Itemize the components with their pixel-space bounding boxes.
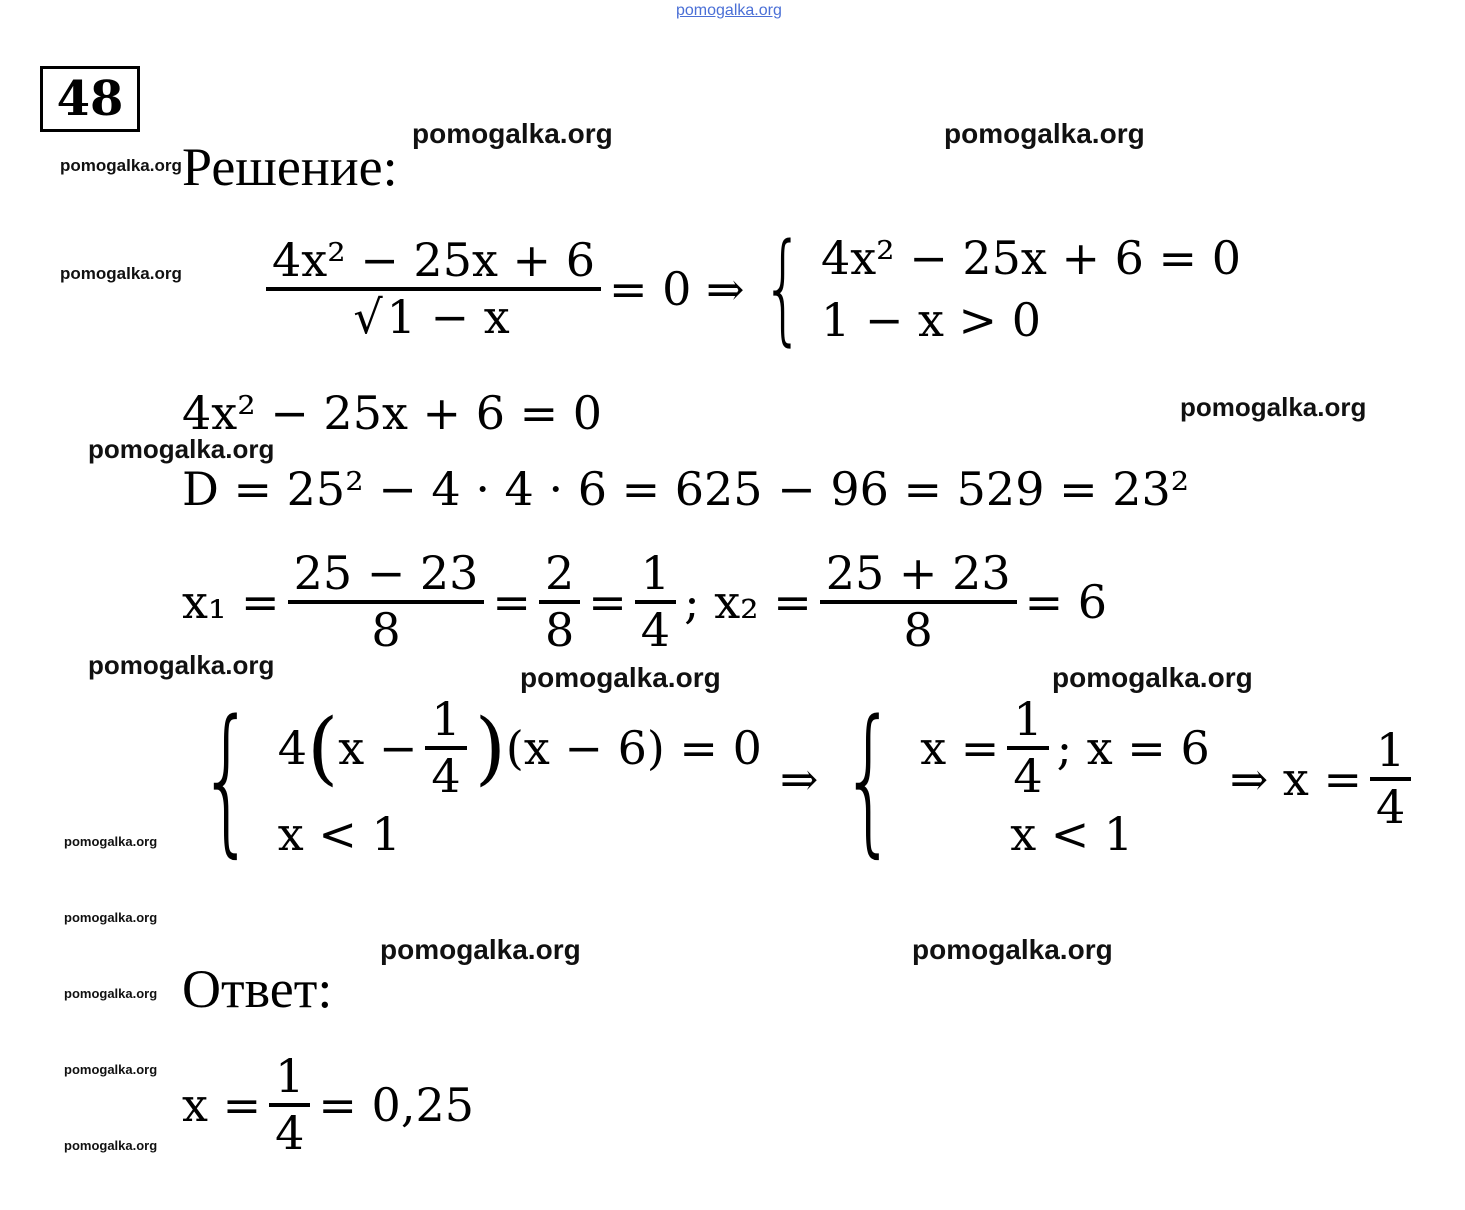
fraction xyxy=(635,547,676,657)
x1-label: x₁ = xyxy=(182,575,280,629)
fraction xyxy=(288,547,485,657)
answer-equation xyxy=(182,1040,474,1170)
watermark: pomogalka.org xyxy=(64,986,158,1001)
term: x = xyxy=(920,720,1000,775)
watermark: pomogalka.org xyxy=(944,118,1145,149)
fraction-numerator: 1 xyxy=(640,546,671,601)
fraction-numerator: 25 + 23 xyxy=(825,546,1011,601)
term: (x − 6) = 0 xyxy=(505,720,762,775)
watermark: pomogalka.org xyxy=(64,910,158,925)
fraction xyxy=(820,547,1017,657)
fraction-denominator: 8 xyxy=(544,603,575,657)
implies-arrow: ⇒ xyxy=(779,752,819,806)
fraction-denominator: 4 xyxy=(275,1106,305,1160)
fraction xyxy=(425,693,466,803)
system xyxy=(821,227,1241,351)
fraction-numerator: 1 xyxy=(431,692,461,747)
watermark: pomogalka.org xyxy=(88,650,275,680)
system-equation xyxy=(176,686,1419,872)
system-left-line-2: x < 1 xyxy=(277,806,401,861)
sqrt-radicand: 1 − x xyxy=(383,287,514,344)
watermark: pomogalka.org xyxy=(520,662,721,693)
equation-2: 4x² − 25x + 6 = 0 xyxy=(182,386,603,440)
watermark: pomogalka.org xyxy=(1052,662,1253,693)
fraction-numerator: 25 − 23 xyxy=(293,546,479,601)
fraction xyxy=(1007,693,1048,803)
fraction-denominator: 4 xyxy=(640,603,671,657)
equals: = xyxy=(492,575,531,629)
fraction-numerator: 2 xyxy=(544,546,575,601)
problem-number: 48 xyxy=(40,66,140,132)
fraction-numerator: 1 xyxy=(1376,723,1406,778)
system-right-line-2: x < 1 xyxy=(1010,806,1134,861)
watermark: pomogalka.org xyxy=(1180,392,1367,422)
solution-heading: Решение: xyxy=(182,137,398,197)
watermark: pomogalka.org xyxy=(412,118,613,149)
watermark: pomogalka.org xyxy=(64,1062,158,1077)
coefficient: 4 xyxy=(277,720,308,775)
watermark: pomogalka.org xyxy=(88,434,275,464)
answer-rhs: = 0,25 xyxy=(318,1078,474,1132)
system-right-line-1 xyxy=(920,693,1210,803)
watermark: pomogalka.org xyxy=(912,934,1113,965)
answer-heading: Ответ: xyxy=(182,959,333,1019)
system-brace: { xyxy=(841,685,898,872)
fraction-denominator: 8 xyxy=(371,603,401,657)
term: ; x = 6 xyxy=(1056,720,1210,775)
watermark: pomogalka.org xyxy=(60,156,182,175)
paren-close: ) xyxy=(474,700,506,794)
system-left-line-1 xyxy=(278,693,762,803)
system-brace: { xyxy=(198,685,255,872)
watermark: pomogalka.org xyxy=(64,834,158,849)
fraction-denominator: 4 xyxy=(1376,780,1406,834)
system-line-2: 1 − x > 0 xyxy=(820,293,1041,347)
fraction-numerator: 1 xyxy=(1013,692,1043,747)
implies-result: ⇒ x = xyxy=(1229,752,1362,806)
discriminant-equation: D = 25² − 4 · 4 · 6 = 625 − 96 = 529 = 23² xyxy=(182,462,1190,516)
equals: = xyxy=(588,575,627,629)
watermark: pomogalka.org xyxy=(64,1138,158,1153)
fraction xyxy=(266,234,601,344)
system-line-1: 4x² − 25x + 6 = 0 xyxy=(820,230,1241,285)
system-brace: { xyxy=(761,219,804,358)
top-watermark-link[interactable]: pomogalka.org xyxy=(676,2,782,19)
equation-1 xyxy=(258,214,1241,364)
x2-result: = 6 xyxy=(1024,575,1108,629)
answer-lhs: x = xyxy=(182,1078,262,1132)
fraction-denominator: 8 xyxy=(903,603,933,657)
fraction xyxy=(269,1050,310,1160)
fraction-denominator: √1 − x xyxy=(347,291,519,344)
fraction-denominator: 4 xyxy=(431,748,461,803)
x2-label: ; x₂ = xyxy=(684,575,812,629)
fraction-numerator: 4x² − 25x + 6 xyxy=(272,233,595,288)
system-left xyxy=(278,693,762,865)
paren-open: ( xyxy=(307,700,339,794)
fraction-numerator: 1 xyxy=(275,1049,305,1104)
fraction xyxy=(1370,724,1411,834)
watermark: pomogalka.org xyxy=(380,934,581,965)
term: x − xyxy=(338,720,418,775)
fraction xyxy=(539,547,580,657)
system-right xyxy=(920,693,1210,865)
roots-equation xyxy=(182,536,1107,668)
fraction-denominator: 4 xyxy=(1013,748,1043,803)
equals-implies: = 0 ⇒ xyxy=(608,262,745,316)
watermark: pomogalka.org xyxy=(60,264,182,283)
